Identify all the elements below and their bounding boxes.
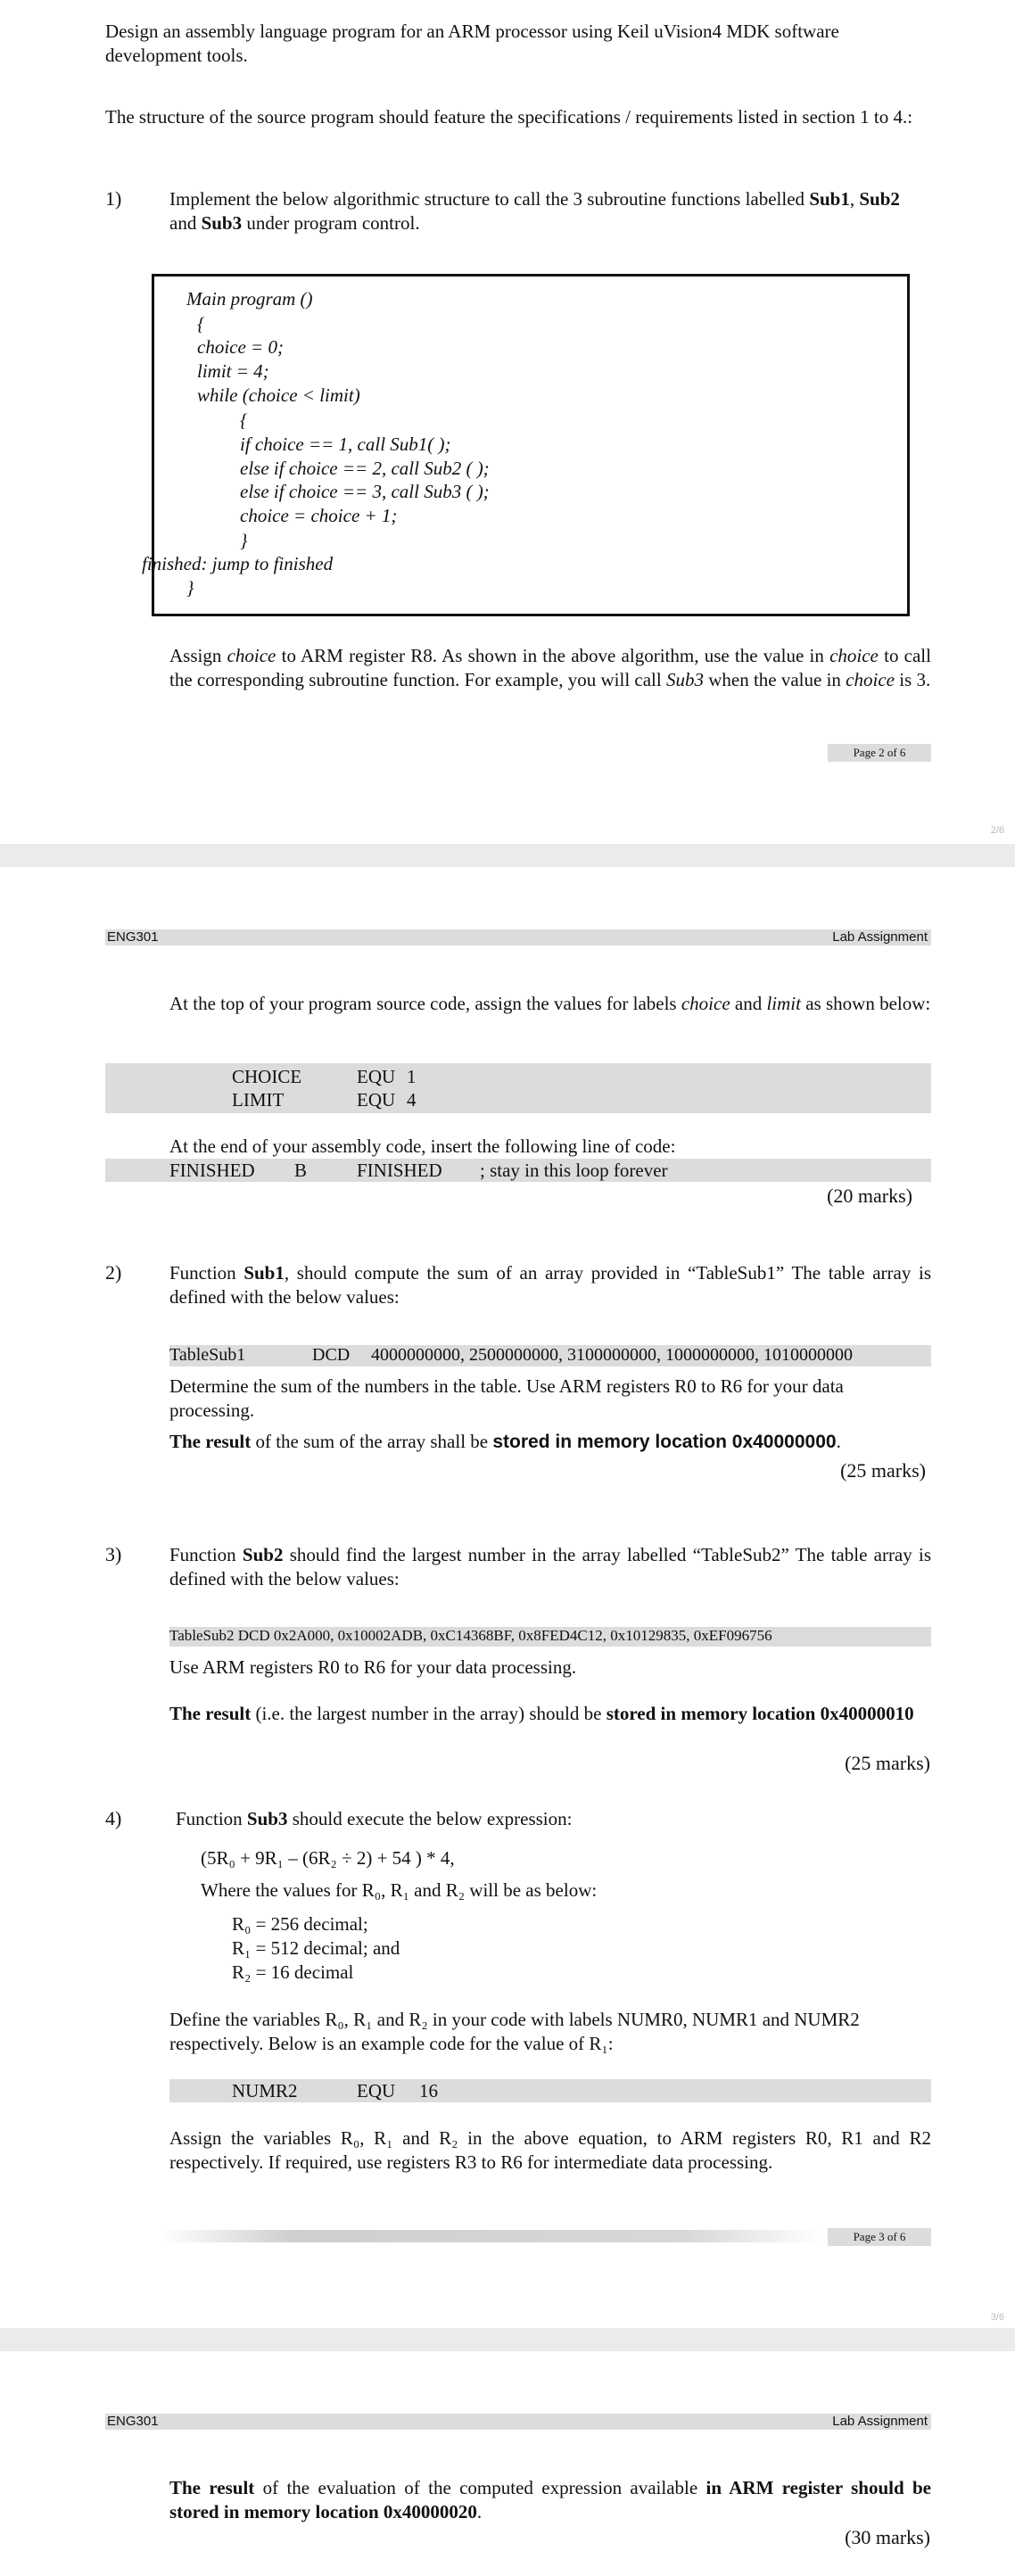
- item-number: 3): [105, 1543, 122, 1565]
- code-line: {: [197, 313, 205, 334]
- code-line: choice = choice + 1;: [240, 505, 398, 526]
- item3-text: Function Sub2 should find the largest number in the array labelled “TableSub2” The table array is defined with the below values:: [169, 1544, 931, 1589]
- intro-paragraph: Design an assembly language program for an ARM processor using Keil uVision4 MDK software development tools.: [105, 21, 839, 66]
- use-registers-text: Use ARM registers R0 to R6 for your data processing.: [169, 1656, 577, 1678]
- result-sub3: The result of the evaluation of the computed expression available in ARM register should be stored in memory location 0x40000020.: [169, 2477, 931, 2522]
- result-sub1: The result of the sum of the array shall be stored in memory location 0x40000000.: [169, 1431, 841, 1452]
- code-line: {: [240, 409, 248, 431]
- item4-text: Function Sub3 should execute the below expression:: [176, 1808, 573, 1829]
- page-separator: [0, 844, 1015, 867]
- page-header: [105, 2414, 931, 2430]
- code-line: Main program (): [186, 288, 313, 310]
- where-text: Where the values for R₀, R₁ and R₂ will be as below:: [201, 1879, 598, 1901]
- code-line: else if choice == 3, call Sub3 ( );: [240, 481, 490, 502]
- page-number: Page 2 of 6: [828, 744, 931, 762]
- top-labels-paragraph: At the top of your program source code, assign the values for labels choice and limit as shown below:: [169, 993, 931, 1014]
- doc-type: Lab Assignment: [832, 2414, 928, 2429]
- item-number: 4): [105, 1807, 122, 1829]
- code-line: }: [186, 577, 194, 599]
- page-indicator: 2/6: [990, 825, 1004, 836]
- code-line: choice = 0;: [197, 336, 284, 358]
- page-separator: [0, 2328, 1015, 2351]
- r2-value: R₂ = 16 decimal: [232, 1961, 354, 1983]
- algorithm-box: [142, 274, 910, 616]
- page-indicator: 3/6: [990, 2312, 1004, 2323]
- r1-value: R₁ = 512 decimal; and: [232, 1937, 400, 1959]
- page-number: Page 3 of 6: [828, 2228, 931, 2246]
- course-code: ENG301: [107, 929, 159, 945]
- marks-label: (25 marks): [845, 1752, 930, 1774]
- result-sub2: The result (i.e. the largest number in the array) should be stored in memory location 0x40000010: [169, 1703, 914, 1724]
- tablesub1-code-line: TableSub1 DCD 4000000000, 2500000000, 3100000000, 1000000000, 1010000000: [169, 1345, 931, 1366]
- marks-label: (20 marks): [827, 1185, 912, 1207]
- item2-text: Function Sub1, should compute the sum of an array provided in “TableSub1” The table array is defined with the below values:: [169, 1262, 932, 1308]
- equ-code-block: CHOICE EQU 1 LIMIT EQU 4: [105, 1063, 931, 1113]
- page-footer-shadow: [161, 2230, 821, 2242]
- code-line: }: [240, 530, 248, 551]
- end-code-text: At the end of your assembly code, insert the following line of code:: [169, 1135, 676, 1157]
- marks-label: (30 marks): [845, 2526, 930, 2548]
- code-line: if choice == 1, call Sub1( );: [240, 433, 451, 455]
- item-number: 2): [105, 1261, 122, 1284]
- marks-label: (25 marks): [840, 1459, 926, 1482]
- doc-type: Lab Assignment: [832, 929, 928, 945]
- expression: (5R₀ + 9R₁ – (6R₂ ÷ 2) + 54 ) * 4,: [201, 1847, 455, 1869]
- r0-value: R₀ = 256 decimal;: [232, 1913, 368, 1935]
- define-text: Define the variables R₀, R₁ and R₂ in your code with labels NUMR0, NUMR1 and NUMR2 respectively. Below is an example code for the value of R₁:: [169, 2009, 860, 2054]
- code-line: finished: jump to finished: [142, 553, 334, 574]
- page-header: [105, 929, 931, 945]
- tablesub2-code-line: TableSub2 DCD 0x2A000, 0x10002ADB, 0xC14368BF, 0x8FED4C12, 0x10129835, 0xEF096756: [169, 1627, 931, 1647]
- structure-paragraph: The structure of the source program should feature the specifications / requirements listed in section 1 to 4.:: [105, 106, 913, 128]
- code-line: limit = 4;: [197, 360, 269, 382]
- numr2-code-line: NUMR2 EQU 16: [169, 2079, 931, 2102]
- finished-code-line: FINISHED B FINISHED ; stay in this loop forever: [105, 1159, 931, 1182]
- item1-text: Implement the below algorithmic structure to call the 3 subroutine functions labelled Sub1, Sub2 and Sub3 under program control.: [169, 188, 900, 234]
- code-line: while (choice < limit): [197, 384, 360, 406]
- assign-paragraph: Assign choice to ARM register R8. As shown in the above algorithm, use the value in choice to call the corresponding subroutine function. For example, you will call Sub3 when the value in choice is 3.: [169, 645, 931, 690]
- code-line: else if choice == 2, call Sub2 ( );: [240, 458, 490, 479]
- determine-text: Determine the sum of the numbers in the table. Use ARM registers R0 to R6 for your data processing.: [169, 1375, 844, 1421]
- course-code: ENG301: [107, 2414, 159, 2429]
- assign-variables-text: Assign the variables R₀, R₁ and R₂ in the above equation, to ARM registers R0, R1 and R2 respectively. If required, use registers R3 to R6 for intermediate data processing.: [169, 2127, 931, 2173]
- item-number: 1): [105, 187, 122, 210]
